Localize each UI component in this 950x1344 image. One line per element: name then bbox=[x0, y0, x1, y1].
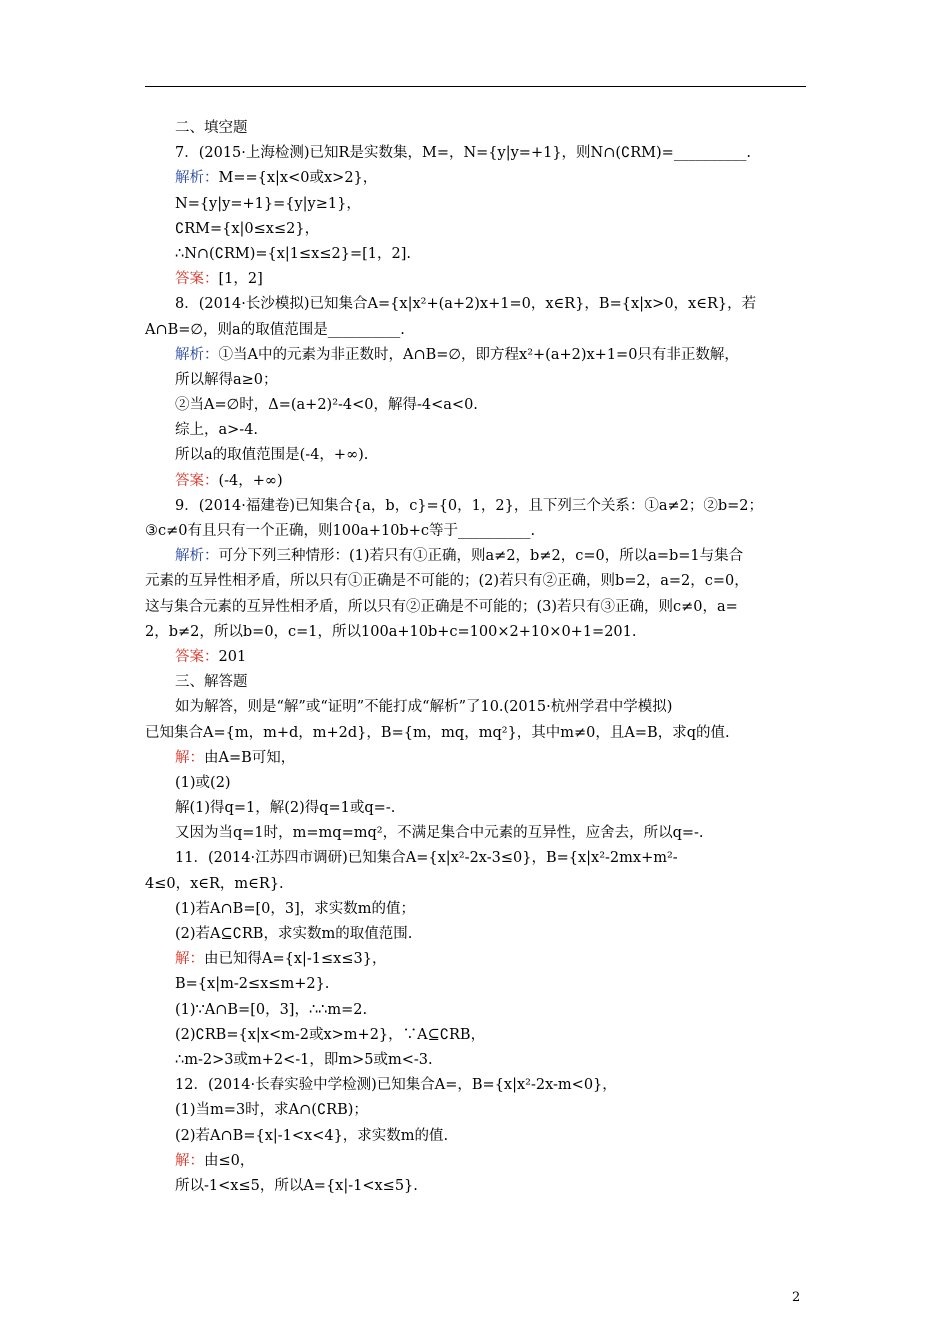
text-line: 又因为当q=1时，m=mq=mq²，不满足集合中元素的互异性，应舍去，所以q=-. bbox=[175, 825, 704, 842]
answer-label: 答案： bbox=[175, 648, 219, 665]
text-line: ∁RM={x|0≤x≤2}， bbox=[175, 220, 320, 237]
text-line: (1)若A∩B=[0，3]，求实数m的值； bbox=[175, 900, 415, 917]
text-line: 解：由A=B可知， bbox=[175, 749, 296, 766]
text-line: 解(1)得q=1，解(2)得q=1或q=-. bbox=[175, 800, 396, 817]
text-line: 答案：[1，2] bbox=[175, 271, 263, 288]
text-line: 三、解答题 bbox=[175, 674, 248, 691]
text-line: (1)∵A∩B=[0，3]，∴∴m=2. bbox=[175, 1001, 368, 1018]
text-line: ③c≠0有且只有一个正确，则100a+10b+c等于__________. bbox=[145, 523, 536, 539]
text-line: (2)若A⊆∁RB，求实数m的取值范围. bbox=[175, 926, 413, 942]
text-line: 元素的互异性相矛盾，所以只有①正确是不可能的；(2)若只有②正确，则b=2，a=2，c=0， bbox=[145, 573, 749, 590]
solution-label: 解： bbox=[175, 1152, 204, 1169]
text-line: 二、填空题 bbox=[175, 120, 248, 136]
text-line: 所以a的取值范围是(-4，+∞). bbox=[175, 447, 369, 464]
text-line: (2)若A∩B={x|-1<x<4}，求实数m的值. bbox=[175, 1127, 449, 1144]
text-line: 9．(2014·福建卷)已知集合{a，b，c}={0，1，2}，且下列三个关系：①a≠2；②b=2； bbox=[175, 497, 763, 514]
text-line: (2)∁RB={x|x<m-2或x>m+2}，∵A⊆∁RB， bbox=[175, 1026, 486, 1043]
text-line: 2，b≠2，所以b=0，c=1，所以100a+10b+c=100×2+10×0+1=201. bbox=[145, 623, 637, 640]
page-number: 2 bbox=[792, 1290, 801, 1305]
text-line: 所以解得a≥0； bbox=[175, 371, 278, 388]
text-line: 4≤0，x∈R，m∈R}. bbox=[145, 875, 284, 892]
solution-label: 解： bbox=[175, 951, 204, 968]
text-line: 解析：M=={x|x<0或x>2}， bbox=[175, 170, 378, 187]
text-line: 8．(2014·长沙模拟)已知集合A={x|x²+(a+2)x+1=0，x∈R}，B={x|x>0，x∈R}，若 bbox=[175, 296, 757, 313]
text-line: 11．(2014·江苏四市调研)已知集合A={x|x²-2x-3≤0}，B={x|x²-2mx+m²- bbox=[175, 850, 678, 867]
analysis-label: 解析： bbox=[175, 170, 219, 187]
text-line: (1)或(2) bbox=[175, 774, 231, 791]
analysis-label: 解析： bbox=[175, 346, 219, 363]
text-line: 所以-1<x≤5，所以A={x|-1<x≤5}. bbox=[175, 1177, 418, 1194]
text-line: A∩B=∅，则a的取值范围是__________. bbox=[145, 321, 405, 338]
text-line: ∴N∩(∁RM)={x|1≤x≤2}=[1，2]. bbox=[175, 245, 411, 262]
text-line: ∴m-2>3或m+2<-1，即m>5或m<-3. bbox=[175, 1051, 433, 1068]
text-line: 12．(2014·长春实验中学检测)已知集合A=，B={x|x²-2x-m<0}， bbox=[175, 1077, 617, 1094]
header-rule bbox=[145, 86, 806, 87]
text-line: 解：由≤0， bbox=[175, 1152, 255, 1169]
page-content bbox=[145, 116, 806, 1199]
text-line: 这与集合元素的互异性相矛盾，所以只有②正确是不可能的；(3)若只有③正确，则c≠0，a= bbox=[145, 598, 738, 615]
text-line: 7．(2015·上海检测)已知R是实数集，M=，N={y|y=+1}，则N∩(∁RM)=__________. bbox=[175, 145, 751, 162]
text-line: 解析：①当A中的元素为非正数时，A∩B=∅，即方程x²+(a+2)x+1=0只有非正数解， bbox=[175, 346, 739, 363]
solution-label: 解： bbox=[175, 749, 204, 766]
text-line: 综上，a>-4. bbox=[175, 422, 259, 439]
answer-label: 答案： bbox=[175, 472, 219, 489]
text-line: 答案：201 bbox=[175, 648, 247, 665]
text-line: (1)当m=3时，求A∩(∁RB)； bbox=[175, 1102, 368, 1119]
text-line: N={y|y=+1}={y|y≥1}， bbox=[175, 195, 361, 212]
text-line: 如为解答，则是“解”或“证明”不能打成“解析”了10.(2015·杭州学君中学模拟) bbox=[175, 699, 673, 716]
text-line: ②当A=∅时，Δ=(a+2)²-4<0，解得-4<a<0. bbox=[175, 397, 478, 414]
text-line: 解析：可分下列三种情形：(1)若只有①正确，则a≠2，b≠2，c=0，所以a=b=1与集合 bbox=[175, 548, 744, 565]
answer-label: 答案： bbox=[175, 271, 219, 288]
text-line: 答案：(-4，+∞) bbox=[175, 472, 283, 489]
text-line: 解：由已知得A={x|-1≤x≤3}， bbox=[175, 951, 387, 968]
text-line: B={x|m-2≤x≤m+2}. bbox=[175, 976, 330, 993]
analysis-label: 解析： bbox=[175, 548, 219, 565]
text-line: 已知集合A={m，m+d，m+2d}，B={m，mq，mq²}，其中m≠0，且A=B，求q的值. bbox=[145, 724, 730, 741]
